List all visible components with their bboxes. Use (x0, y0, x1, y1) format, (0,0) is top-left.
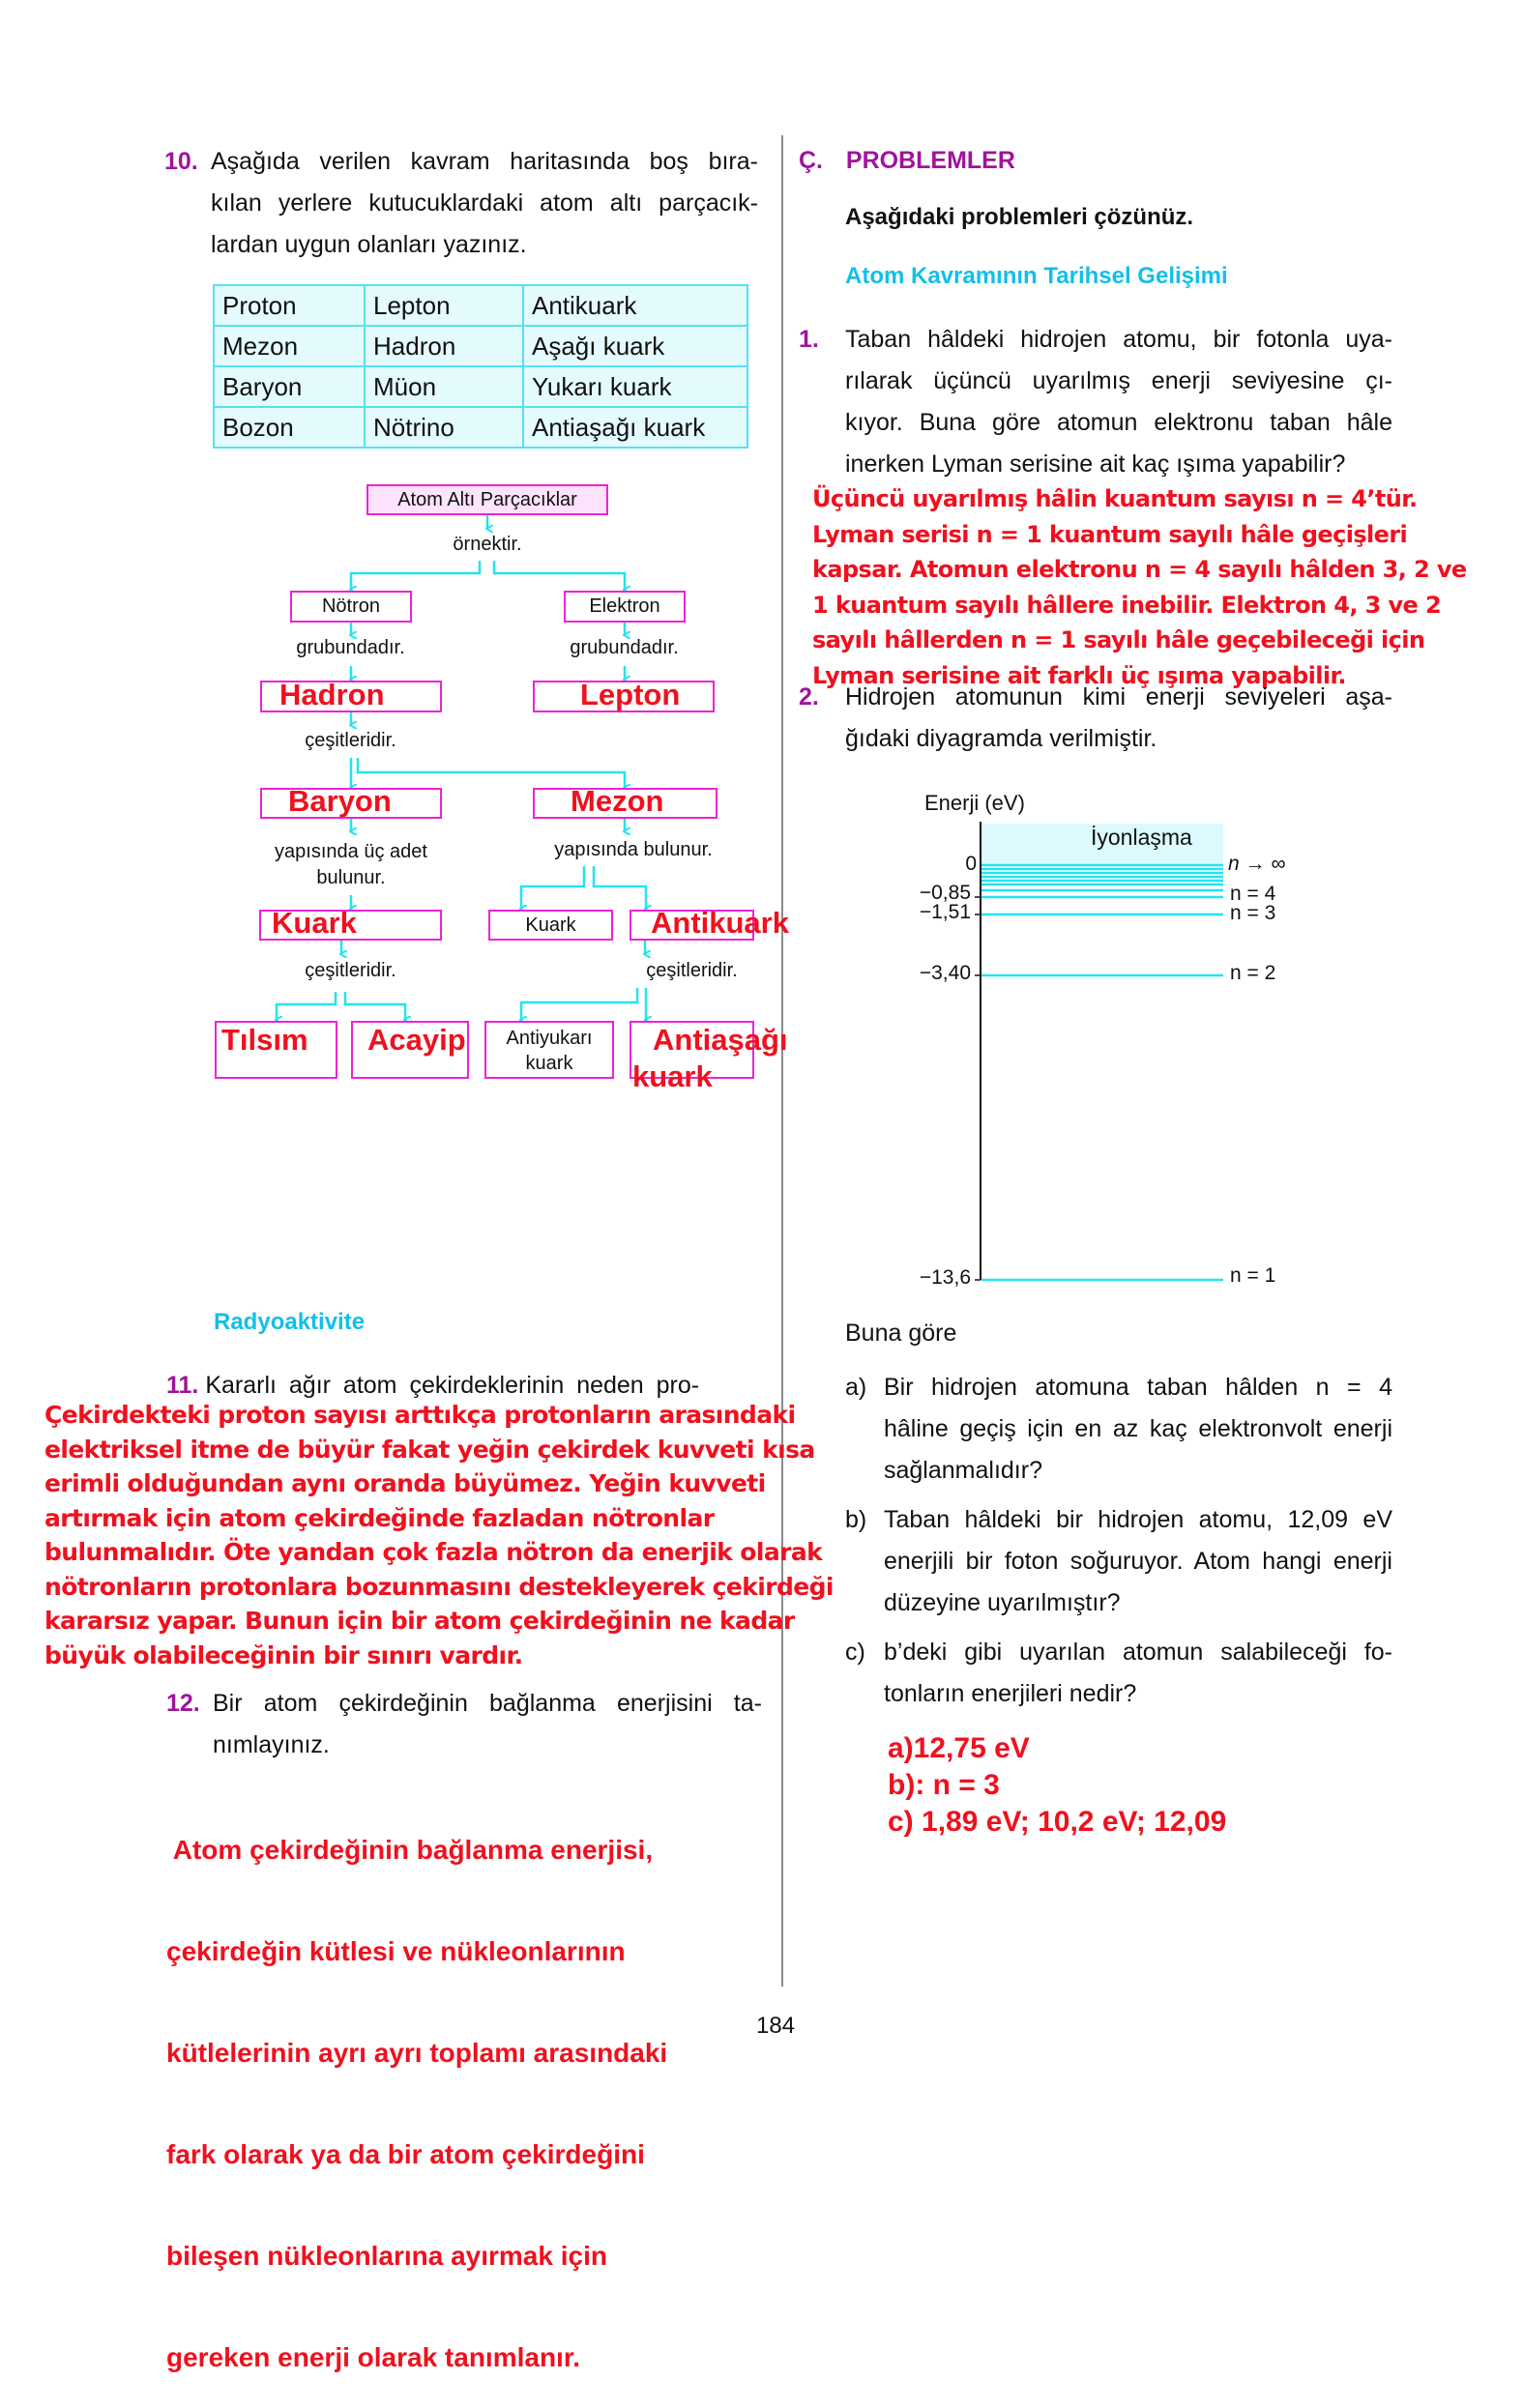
answer-line: erimli olduğundan aynı oranda büyümez. Yeğin kuvveti (44, 1469, 766, 1497)
question-number: 12. (166, 1690, 200, 1717)
answer-line: büyük olabileceğinin bir sınırı vardır. (44, 1640, 523, 1669)
table-cell: Bozon (214, 407, 365, 448)
concept-link-label: grubundadır. (570, 637, 679, 658)
concept-link-label: çeşitleridir. (305, 730, 396, 751)
concept-link-label: yapısında bulunur. (554, 839, 713, 860)
level-label: n = 3 (1230, 902, 1276, 924)
table-row (214, 326, 747, 366)
table-row (214, 407, 747, 448)
table-cell: Proton (214, 285, 365, 326)
question-text: Kararlı ağır atom çekirdeklerinin neden pro- (205, 1372, 700, 1399)
concept-answer-baryon: Baryon (288, 784, 392, 818)
answer-line: Lyman serisine ait farklı üç ışıma yapabilir. (812, 661, 1346, 689)
concept-box-antiyukari (484, 1021, 614, 1079)
question-line: ğıdaki diyagramda verilmiştir. (845, 725, 1157, 752)
section-letter: Ç. (799, 147, 823, 174)
concept-answer-acayip: Acayip (367, 1023, 466, 1057)
concept-box-label: kuark (525, 1053, 573, 1074)
concept-link-label: yapısında üç adet (275, 841, 427, 862)
energy-tick-label: −3,40 (919, 962, 971, 984)
concept-box-label: Kuark (525, 914, 576, 936)
table-cell: Müon (365, 366, 523, 407)
answer-line: fark olarak ya da bir atom çekirdeğini (166, 2139, 645, 2169)
question-2-part-a (884, 1367, 1392, 1492)
question-line: nımlayınız. (213, 1731, 330, 1758)
answer-line: kütlelerinin ayrı ayrı toplamı arasındaki (166, 2038, 668, 2068)
answer-line: Çekirdekteki proton sayısı arttıkça protonların arasındaki (44, 1401, 796, 1429)
concept-link-label: grubundadır. (296, 637, 405, 658)
concept-answer-lepton: Lepton (580, 678, 681, 711)
question-line: b’deki gibi uyarılan atomun salabileceği fo- (884, 1639, 1392, 1666)
concept-box-label: Antiyukarı (506, 1028, 593, 1049)
question-line: hâline geçiş için en az kaç elektronvolt enerji (884, 1415, 1392, 1442)
question-line: kıyor. Buna göre atomun elektronu taban hâle (845, 409, 1392, 436)
level-label: n = 2 (1230, 962, 1276, 984)
question-10-number (164, 141, 198, 183)
question-12-number (166, 1683, 200, 1725)
question-2-answers (888, 1730, 1226, 1841)
table-cell: Lepton (365, 285, 523, 326)
part-label: b) (845, 1506, 867, 1533)
question-12-text (213, 1683, 762, 1766)
table-cell: Nötrino (365, 407, 523, 448)
question-number: 1. (799, 326, 819, 353)
answer-line: çekirdeğin kütlesi ve nükleonlarının (166, 1936, 626, 1966)
question-line: Taban hâldeki hidrojen atomu, bir fotonla uya- (845, 326, 1392, 353)
concept-answer-mezon: Mezon (571, 784, 664, 818)
question-2-intro: Buna göre (845, 1320, 957, 1347)
concept-root-box (366, 484, 608, 515)
answer-line: nötronların protonlara bozunmasını destekleyerek çekirdeği (44, 1572, 834, 1601)
question-line: düzeyine uyarılmıştır? (884, 1589, 1121, 1616)
concept-box-elektron (564, 591, 686, 623)
question-12-answer (166, 1765, 667, 2408)
table-cell: Baryon (214, 366, 365, 407)
answer-line: bulunmalıdır. Öte yandan çok fazla nötron da enerjik olarak (44, 1538, 823, 1566)
concept-answer-antikuark: Antikuark (651, 906, 789, 940)
table-cell: Mezon (214, 326, 365, 366)
level-label: n = 1 (1230, 1264, 1276, 1287)
question-2-number (799, 677, 819, 718)
question-2-part-b (884, 1499, 1392, 1624)
question-2-part-c (884, 1632, 1392, 1715)
concept-answer-tilsim: Tılsım (221, 1023, 308, 1057)
question-2-text (845, 677, 1392, 760)
energy-tick-label: −0,85 (919, 882, 971, 904)
energy-tick-label: −13,6 (919, 1266, 971, 1289)
concept-answer-antiasagi: Antiaşağı (653, 1023, 788, 1057)
section-title: PROBLEMLER (845, 147, 1015, 174)
concept-answer-hadron: Hadron (279, 678, 385, 711)
part-label: a) (845, 1374, 867, 1401)
section-heading-radyoaktivite: Radyoaktivite (214, 1309, 366, 1335)
question-number: 11. (166, 1372, 199, 1399)
table-cell: Aşağı kuark (523, 326, 747, 366)
question-11-answer (44, 1398, 834, 1672)
section-header (799, 147, 1015, 175)
level-label: n → ∞ (1228, 853, 1286, 875)
answer-line: kapsar. Atomun elektronu n = 4 sayılı hâlden 3, 2 ve (812, 556, 1467, 583)
concept-box-label: Elektron (589, 595, 660, 617)
question-line: lardan uygun olanları yazınız. (211, 231, 527, 258)
question-line: rılarak üçüncü uyarılmış enerji seviyesine çı- (845, 367, 1392, 394)
question-1-text (845, 319, 1392, 485)
question-line: Aşağıda verilen kavram haritasında boş bıra- (211, 148, 758, 175)
concept-link-label: bulunur. (316, 867, 386, 888)
question-line: tonların enerjileri nedir? (884, 1680, 1137, 1707)
ionization-label: İyonlaşma (1091, 825, 1192, 850)
question-line: Taban hâldeki bir hidrojen atomu, 12,09 eV (884, 1506, 1392, 1533)
question-line: Hidrojen atomunun kimi enerji seviyeleri aşa- (845, 683, 1392, 711)
question-line: Bir hidrojen atomuna taban hâlden n = 4 (884, 1374, 1392, 1401)
table-cell: Antiaşağı kuark (523, 407, 747, 448)
question-number: 2. (799, 683, 819, 711)
concept-answer-kuark: Kuark (272, 906, 357, 940)
answer-line: kararsız yapar. Bunun için bir atom çekirdeğinin ne kadar (44, 1607, 795, 1635)
energy-tick-label: 0 (965, 853, 977, 875)
table-cell: Hadron (365, 326, 523, 366)
table-cell: Antikuark (523, 285, 747, 326)
answer-line: b): n = 3 (888, 1769, 1000, 1801)
answer-line: gereken enerji olarak tanımlanır. (166, 2342, 580, 2372)
question-line: kılan yerlere kutucuklardaki atom altı parçacık- (211, 189, 758, 217)
concept-box-notron (290, 591, 412, 623)
answer-line: Lyman serisi n = 1 kuantum sayılı hâle geçişleri (812, 520, 1408, 548)
answer-line: c) 1,89 eV; 10,2 eV; 12,09 (888, 1806, 1227, 1838)
particle-options-table (213, 284, 748, 449)
table-cell: Yukarı kuark (523, 366, 747, 407)
question-line: Bir atom çekirdeğinin bağlanma enerjisini ta- (213, 1690, 762, 1717)
question-10-text (211, 141, 758, 266)
answer-line: Atom çekirdeğinin bağlanma enerjisi, (166, 1835, 654, 1865)
answer-line: bileşen nükleonlarına ayırmak için (166, 2241, 607, 2271)
table-row (214, 285, 747, 326)
question-line: enerjili bir foton soğuruyor. Atom hangi enerji (884, 1548, 1392, 1575)
concept-box-label: Nötron (321, 595, 381, 617)
concept-link-label: örnektir. (453, 534, 522, 555)
part-label: c) (845, 1639, 865, 1666)
answer-line: Üçüncü uyarılmış hâlin kuantum sayısı n = 4’tür. (812, 485, 1418, 512)
table-row (214, 366, 747, 407)
answer-line: sayılı hâllerden n = 1 sayılı hâle geçebileceği için (812, 626, 1425, 653)
question-1-number (799, 319, 819, 361)
level-label: n = 4 (1230, 883, 1276, 905)
question-line: inerken Lyman serisine ait kaç ışıma yapabilir? (845, 450, 1346, 478)
energy-tick-label: −1,51 (919, 901, 971, 923)
question-1-answer (812, 481, 1467, 693)
concept-link-label: çeşitleridir. (646, 960, 738, 981)
answer-line: artırmak için atom çekirdeğinde fazladan nötronlar (44, 1503, 715, 1532)
concept-box-kuark (488, 910, 613, 941)
section-heading-atom: Atom Kavramının Tarihsel Gelişimi (845, 263, 1228, 289)
column-divider (781, 135, 783, 1987)
question-number: 10. (164, 148, 198, 175)
answer-line: 1 kuantum sayılı hâllere inebilir. Elektron 4, 3 ve 2 (812, 591, 1442, 619)
concept-link-baryon (254, 839, 448, 891)
instruction-text: Aşağıdaki problemleri çözünüz. (845, 204, 1194, 230)
concept-link-label: çeşitleridir. (305, 960, 396, 981)
answer-line: a)12,75 eV (888, 1732, 1030, 1764)
question-line: sağlanmalıdır? (884, 1457, 1042, 1484)
energy-axis-title: Enerji (eV) (924, 791, 1025, 815)
page-number: 184 (755, 2013, 796, 2039)
answer-line: elektriksel itme de büyür fakat yeğin çekirdek kuvveti kısa (44, 1435, 815, 1464)
concept-answer-antiasagi: kuark (632, 1059, 713, 1093)
concept-root-label: Atom Altı Parçacıklar (397, 489, 577, 510)
